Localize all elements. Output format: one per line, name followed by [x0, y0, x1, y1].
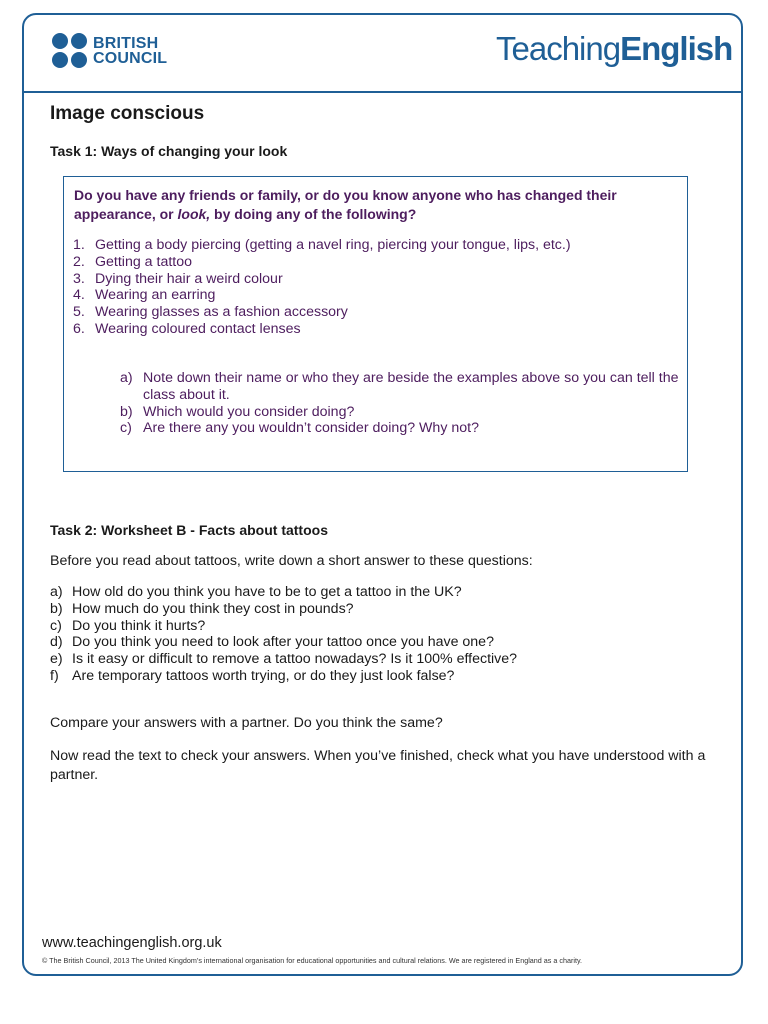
- british-council-logo: [52, 33, 167, 68]
- footer-url[interactable]: www.teachingenglish.org.uk: [42, 935, 222, 951]
- task1-question: Do you have any friends or family, or do you know anyone who has changed their appearance, or look, by doing any of the following?: [74, 187, 617, 222]
- british-council-dots-icon: [52, 33, 87, 68]
- task2-questions: [50, 584, 710, 685]
- bc-logo-line1: BRITISH: [93, 34, 159, 52]
- page-title: Image conscious: [50, 103, 205, 124]
- te-logo-part1: Teaching: [496, 30, 621, 67]
- task2-intro: Before you read about tattoos, write down a short answer to these questions:: [50, 553, 533, 569]
- list-item: d) Do you think you need to look after your tattoo once you have one?: [50, 634, 494, 651]
- list-item: a) Note down their name or who they are beside the examples above so you can tell the class about it.: [120, 370, 679, 403]
- list-item: 2. Getting a tattoo: [73, 253, 193, 270]
- list-item: c) Are there any you wouldn’t consider doing? Why not?: [120, 420, 479, 437]
- bc-logo-line2: COUNCIL: [93, 49, 168, 67]
- list-item: a) How old do you think you have to be to get a tattoo in the UK?: [50, 584, 462, 600]
- list-item: 5. Wearing glasses as a fashion accessory: [73, 304, 348, 321]
- teaching-english-logo: [496, 30, 732, 68]
- list-item: f) Are temporary tattoos worth trying, or do they just look false?: [50, 667, 455, 684]
- list-item: 3. Dying their hair a weird colour: [73, 270, 283, 287]
- list-item: e) Is it easy or difficult to remove a tattoo nowadays? Is it 100% effective?: [50, 651, 518, 668]
- task2-read-text: Now read the text to check your answers. When you’ve finished, check what you have understood with a partner.: [50, 748, 706, 783]
- list-item: b) Which would you consider doing?: [120, 403, 355, 420]
- header-divider: [24, 91, 742, 93]
- task1-list: [73, 237, 673, 338]
- task1-box: [63, 176, 688, 472]
- task1-heading: Task 1: Ways of changing your look: [50, 143, 288, 159]
- task1-sub-list: [120, 370, 680, 437]
- list-item: 6. Wearing coloured contact lenses: [73, 320, 301, 337]
- list-item: 4. Wearing an earring: [73, 287, 216, 304]
- list-item: 1. Getting a body piercing (getting a navel ring, piercing your tongue, lips, etc.): [73, 237, 571, 253]
- te-logo-part2: English: [620, 30, 733, 67]
- task2-compare: Compare your answers with a partner. Do you think the same?: [50, 715, 443, 731]
- footer-legal: © The British Council, 2013 The United Kingdom’s international organisation for educational opportunities and cultural relations. We are registered in England as a charity.: [42, 956, 583, 965]
- list-item: b) How much do you think they cost in pounds?: [50, 600, 354, 617]
- task2-heading: Task 2: Worksheet B - Facts about tattoos: [50, 522, 328, 538]
- list-item: c) Do you think it hurts?: [50, 617, 206, 634]
